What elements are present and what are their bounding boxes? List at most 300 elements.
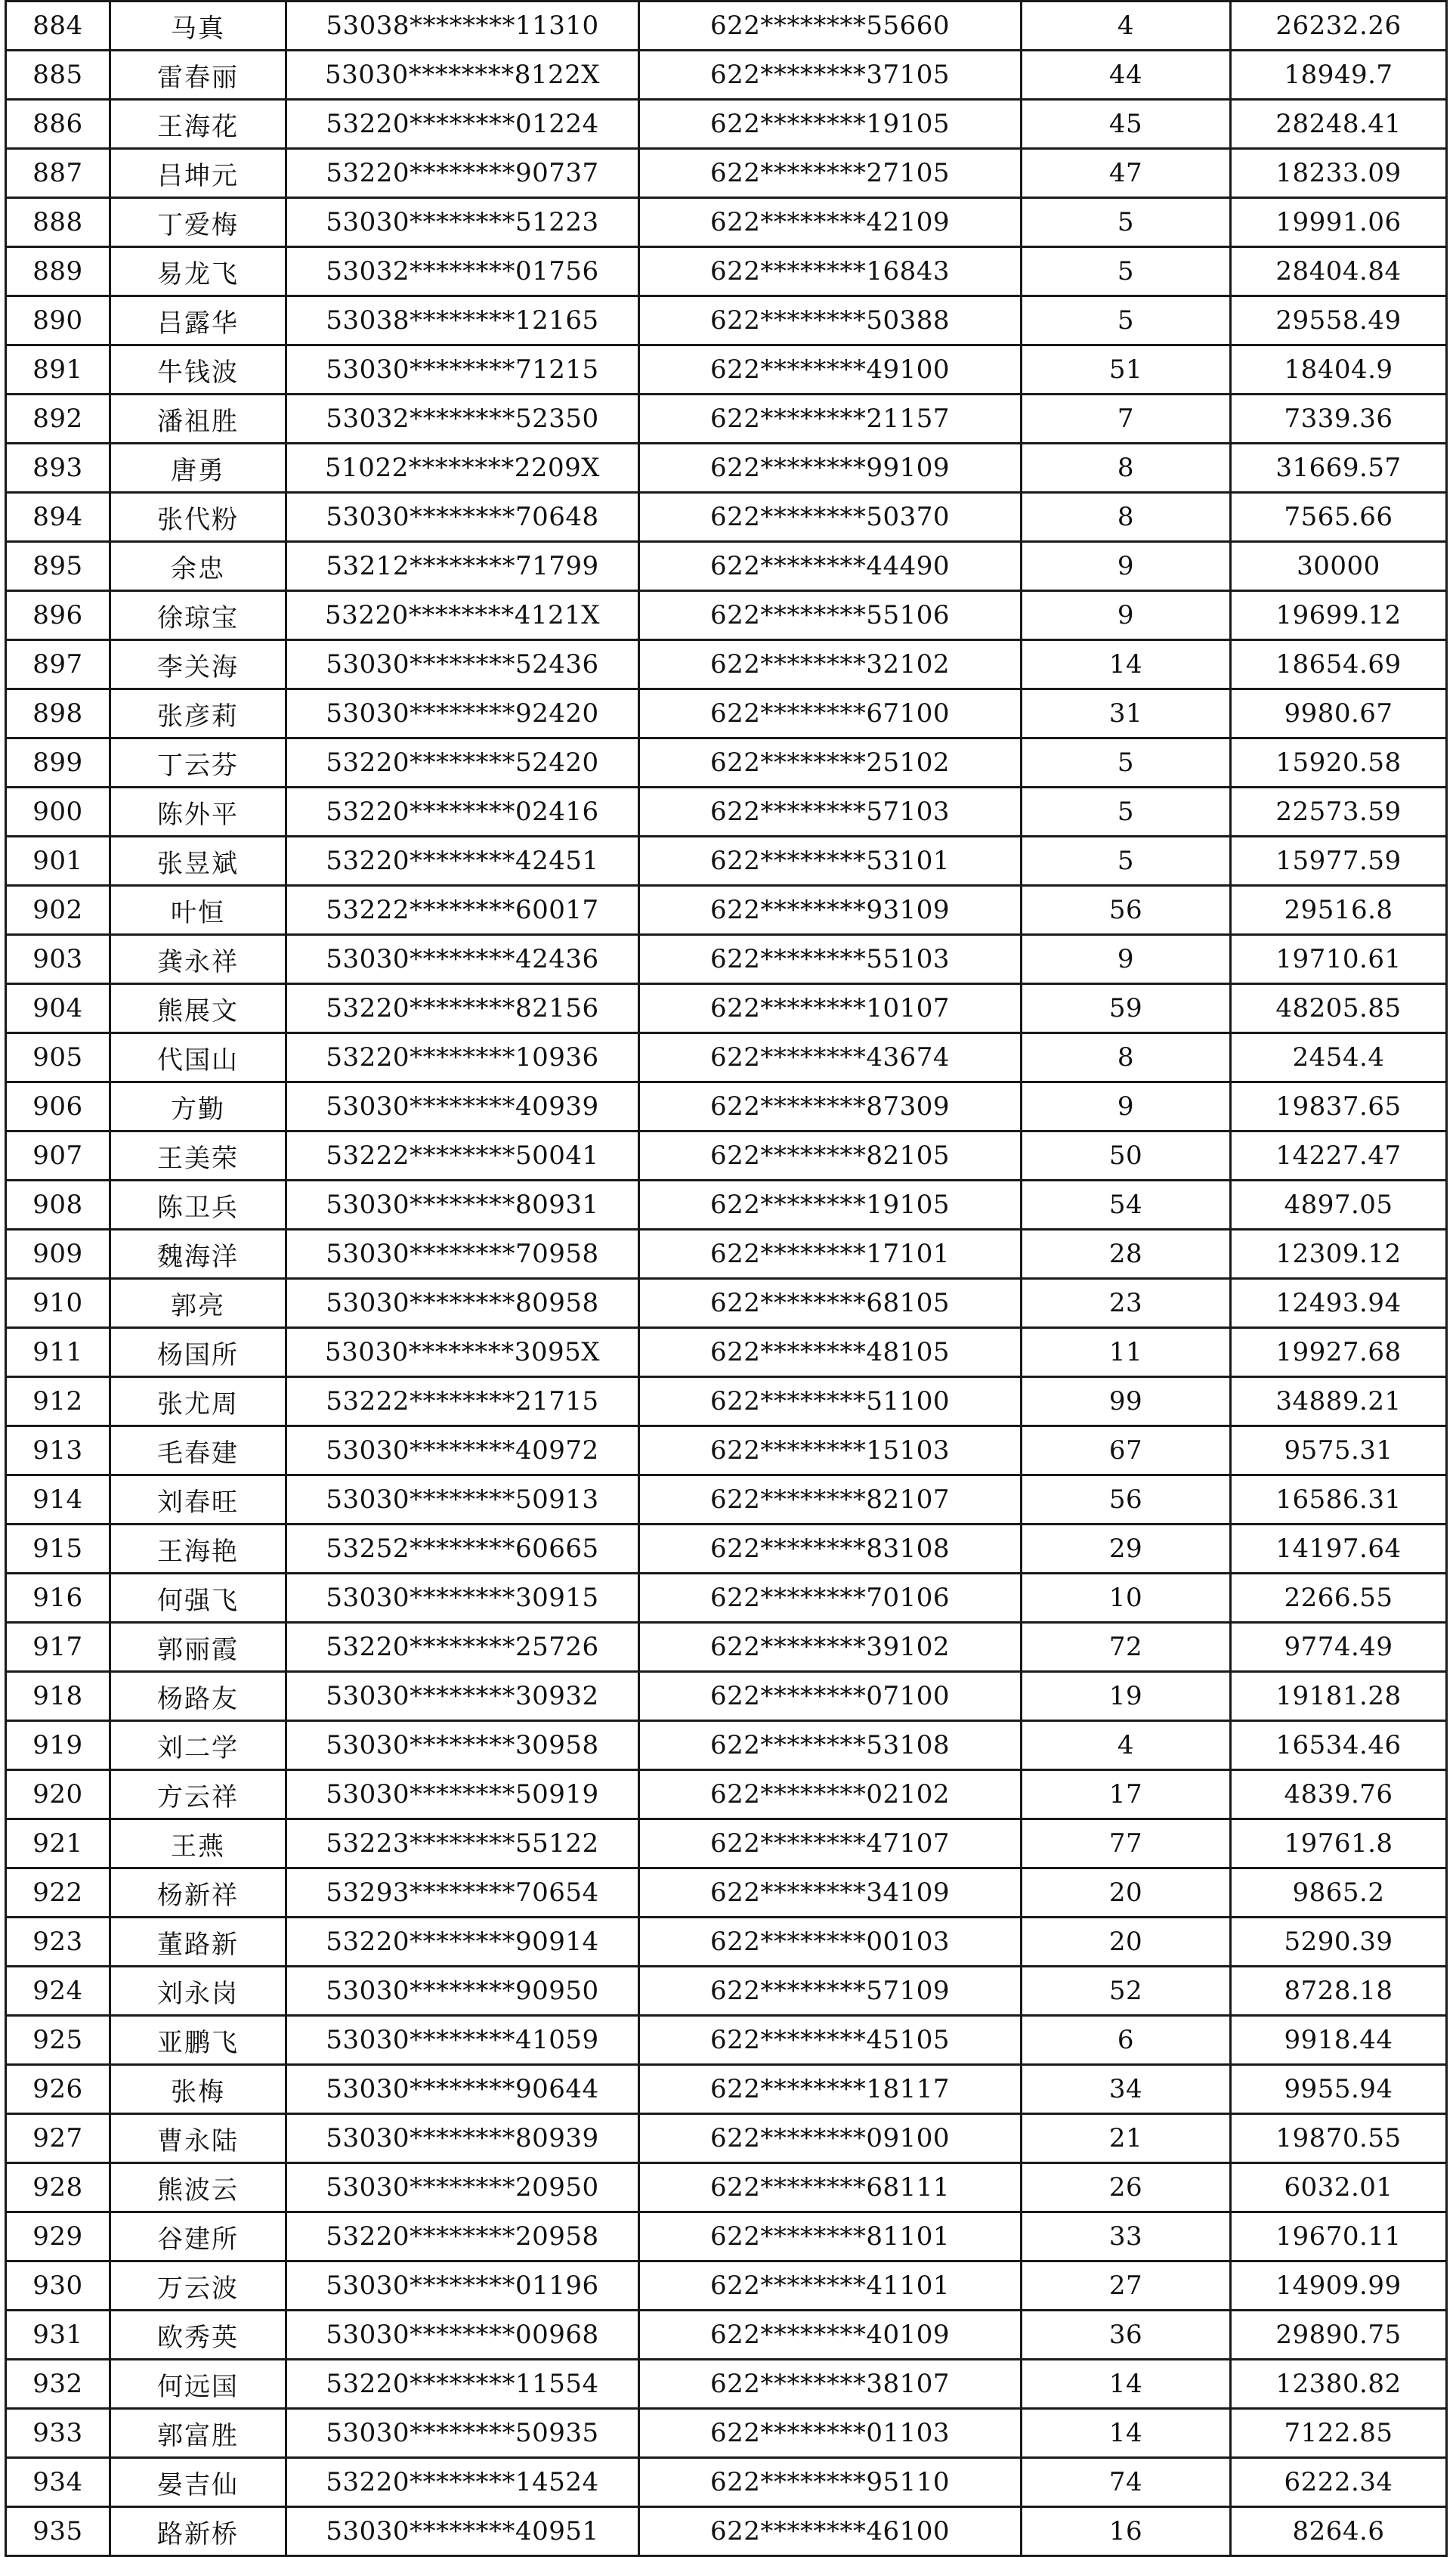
- row-number-cell: 929: [6, 2212, 110, 2261]
- count-cell: 77: [1022, 1819, 1231, 1868]
- amount-cell: 19927.68: [1231, 1328, 1447, 1377]
- account-number-cell: 622********17101: [639, 1230, 1022, 1279]
- row-number-cell: 912: [6, 1377, 110, 1426]
- name-cell: 张代粉: [110, 493, 286, 542]
- row-number-cell: 889: [6, 247, 110, 296]
- id-number-cell: 53030********01196: [286, 2261, 639, 2311]
- amount-cell: 48205.85: [1231, 984, 1447, 1033]
- id-number-cell: 53220********52420: [286, 738, 639, 788]
- amount-cell: 19837.65: [1231, 1082, 1447, 1131]
- row-number-cell: 926: [6, 2065, 110, 2114]
- row-number-cell: 898: [6, 689, 110, 738]
- count-cell: 11: [1022, 1328, 1231, 1377]
- table-row: [6, 345, 1447, 395]
- count-cell: 4: [1022, 2, 1231, 51]
- name-cell: 易龙飞: [110, 247, 286, 296]
- table-row: [6, 1672, 1447, 1721]
- table-row: [6, 1181, 1447, 1230]
- row-number-cell: 911: [6, 1328, 110, 1377]
- id-number-cell: 53030********00968: [286, 2311, 639, 2360]
- amount-cell: 9980.67: [1231, 689, 1447, 738]
- table-row: [6, 493, 1447, 542]
- table-row: [6, 542, 1447, 591]
- count-cell: 14: [1022, 2360, 1231, 2409]
- amount-cell: 29558.49: [1231, 296, 1447, 345]
- name-cell: 代国山: [110, 1033, 286, 1082]
- table-row: [6, 2360, 1447, 2409]
- account-number-cell: 622********49100: [639, 345, 1022, 395]
- amount-cell: 9865.2: [1231, 1868, 1447, 1918]
- amount-cell: 8264.6: [1231, 2507, 1447, 2556]
- amount-cell: 4839.76: [1231, 1770, 1447, 1819]
- id-number-cell: 53030********30932: [286, 1672, 639, 1721]
- row-number-cell: 892: [6, 395, 110, 444]
- name-cell: 方云祥: [110, 1770, 286, 1819]
- row-number-cell: 896: [6, 591, 110, 640]
- name-cell: 路新桥: [110, 2507, 286, 2556]
- count-cell: 56: [1022, 1475, 1231, 1525]
- name-cell: 杨国所: [110, 1328, 286, 1377]
- count-cell: 10: [1022, 1574, 1231, 1623]
- amount-cell: 18949.7: [1231, 51, 1447, 100]
- account-number-cell: 622********55106: [639, 591, 1022, 640]
- table-row: [6, 51, 1447, 100]
- id-number-cell: 53220********10936: [286, 1033, 639, 1082]
- table-row: [6, 689, 1447, 738]
- count-cell: 16: [1022, 2507, 1231, 2556]
- table-row: [6, 788, 1447, 837]
- row-number-cell: 917: [6, 1623, 110, 1672]
- id-number-cell: 53032********01756: [286, 247, 639, 296]
- amount-cell: 6222.34: [1231, 2458, 1447, 2507]
- name-cell: 郭丽霞: [110, 1623, 286, 1672]
- count-cell: 9: [1022, 542, 1231, 591]
- amount-cell: 14197.64: [1231, 1525, 1447, 1574]
- count-cell: 8: [1022, 493, 1231, 542]
- name-cell: 潘祖胜: [110, 395, 286, 444]
- name-cell: 何远国: [110, 2360, 286, 2409]
- amount-cell: 7565.66: [1231, 493, 1447, 542]
- row-number-cell: 928: [6, 2163, 110, 2212]
- count-cell: 26: [1022, 2163, 1231, 2212]
- table-row: [6, 2114, 1447, 2163]
- table-row: [6, 591, 1447, 640]
- account-number-cell: 622********87309: [639, 1082, 1022, 1131]
- name-cell: 张尤周: [110, 1377, 286, 1426]
- count-cell: 9: [1022, 935, 1231, 984]
- amount-cell: 31669.57: [1231, 444, 1447, 493]
- name-cell: 王海艳: [110, 1525, 286, 1574]
- count-cell: 5: [1022, 296, 1231, 345]
- account-number-cell: 622********21157: [639, 395, 1022, 444]
- count-cell: 5: [1022, 198, 1231, 247]
- id-number-cell: 53252********60665: [286, 1525, 639, 1574]
- name-cell: 熊波云: [110, 2163, 286, 2212]
- account-number-cell: 622********15103: [639, 1426, 1022, 1475]
- name-cell: 张梅: [110, 2065, 286, 2114]
- row-number-cell: 927: [6, 2114, 110, 2163]
- id-number-cell: 53220********01224: [286, 100, 639, 149]
- table-row: [6, 1770, 1447, 1819]
- row-number-cell: 897: [6, 640, 110, 689]
- name-cell: 王燕: [110, 1819, 286, 1868]
- row-number-cell: 886: [6, 100, 110, 149]
- account-number-cell: 622********19105: [639, 100, 1022, 149]
- amount-cell: 18654.69: [1231, 640, 1447, 689]
- account-number-cell: 622********07100: [639, 1672, 1022, 1721]
- table-row: [6, 296, 1447, 345]
- name-cell: 杨路友: [110, 1672, 286, 1721]
- row-number-cell: 900: [6, 788, 110, 837]
- name-cell: 张彦莉: [110, 689, 286, 738]
- amount-cell: 15920.58: [1231, 738, 1447, 788]
- id-number-cell: 53030********90644: [286, 2065, 639, 2114]
- account-number-cell: 622********32102: [639, 640, 1022, 689]
- amount-cell: 29516.8: [1231, 886, 1447, 935]
- table-row: [6, 1279, 1447, 1328]
- id-number-cell: 53220********4121X: [286, 591, 639, 640]
- row-number-cell: 906: [6, 1082, 110, 1131]
- row-number-cell: 919: [6, 1721, 110, 1770]
- table-row: [6, 395, 1447, 444]
- table-row: [6, 1525, 1447, 1574]
- amount-cell: 9955.94: [1231, 2065, 1447, 2114]
- name-cell: 魏海洋: [110, 1230, 286, 1279]
- count-cell: 36: [1022, 2311, 1231, 2360]
- account-number-cell: 622********53108: [639, 1721, 1022, 1770]
- amount-cell: 8728.18: [1231, 1967, 1447, 2016]
- table-row: [6, 198, 1447, 247]
- id-number-cell: 53030********30958: [286, 1721, 639, 1770]
- count-cell: 5: [1022, 837, 1231, 886]
- id-number-cell: 53030********90950: [286, 1967, 639, 2016]
- table-row: [6, 738, 1447, 788]
- name-cell: 陈外平: [110, 788, 286, 837]
- id-number-cell: 53220********11554: [286, 2360, 639, 2409]
- name-cell: 吕露华: [110, 296, 286, 345]
- row-number-cell: 888: [6, 198, 110, 247]
- row-number-cell: 905: [6, 1033, 110, 1082]
- id-number-cell: 53220********90914: [286, 1918, 639, 1967]
- count-cell: 20: [1022, 1868, 1231, 1918]
- name-cell: 何强飞: [110, 1574, 286, 1623]
- account-number-cell: 622********39102: [639, 1623, 1022, 1672]
- row-number-cell: 890: [6, 296, 110, 345]
- id-number-cell: 53030********42436: [286, 935, 639, 984]
- account-number-cell: 622********34109: [639, 1868, 1022, 1918]
- row-number-cell: 930: [6, 2261, 110, 2311]
- id-number-cell: 53030********30915: [286, 1574, 639, 1623]
- table-row: [6, 2, 1447, 51]
- id-number-cell: 53220********14524: [286, 2458, 639, 2507]
- account-number-cell: 622********82105: [639, 1131, 1022, 1181]
- amount-cell: 30000: [1231, 542, 1447, 591]
- id-number-cell: 53030********51223: [286, 198, 639, 247]
- name-cell: 王美荣: [110, 1131, 286, 1181]
- account-number-cell: 622********47107: [639, 1819, 1022, 1868]
- account-number-cell: 622********27105: [639, 149, 1022, 198]
- count-cell: 6: [1022, 2016, 1231, 2065]
- name-cell: 晏吉仙: [110, 2458, 286, 2507]
- amount-cell: 7339.36: [1231, 395, 1447, 444]
- account-number-cell: 622********10107: [639, 984, 1022, 1033]
- table-row: [6, 247, 1447, 296]
- count-cell: 28: [1022, 1230, 1231, 1279]
- table-row: [6, 149, 1447, 198]
- account-number-cell: 622********50388: [639, 296, 1022, 345]
- count-cell: 52: [1022, 1967, 1231, 2016]
- id-number-cell: 53220********90737: [286, 149, 639, 198]
- count-cell: 20: [1022, 1918, 1231, 1967]
- table-row: [6, 2507, 1447, 2556]
- row-number-cell: 901: [6, 837, 110, 886]
- row-number-cell: 933: [6, 2409, 110, 2458]
- table-row: [6, 1377, 1447, 1426]
- count-cell: 7: [1022, 395, 1231, 444]
- table-row: [6, 100, 1447, 149]
- count-cell: 72: [1022, 1623, 1231, 1672]
- account-number-cell: 622********81101: [639, 2212, 1022, 2261]
- amount-cell: 19699.12: [1231, 591, 1447, 640]
- data-table: [5, 0, 1448, 2557]
- name-cell: 马真: [110, 2, 286, 51]
- account-number-cell: 622********48105: [639, 1328, 1022, 1377]
- account-number-cell: 622********46100: [639, 2507, 1022, 2556]
- count-cell: 14: [1022, 2409, 1231, 2458]
- count-cell: 67: [1022, 1426, 1231, 1475]
- amount-cell: 29890.75: [1231, 2311, 1447, 2360]
- name-cell: 欧秀英: [110, 2311, 286, 2360]
- id-number-cell: 53030********3095X: [286, 1328, 639, 1377]
- account-number-cell: 622********70106: [639, 1574, 1022, 1623]
- count-cell: 27: [1022, 2261, 1231, 2311]
- count-cell: 54: [1022, 1181, 1231, 1230]
- row-number-cell: 887: [6, 149, 110, 198]
- count-cell: 47: [1022, 149, 1231, 198]
- row-number-cell: 907: [6, 1131, 110, 1181]
- amount-cell: 5290.39: [1231, 1918, 1447, 1967]
- name-cell: 谷建所: [110, 2212, 286, 2261]
- id-number-cell: 53223********55122: [286, 1819, 639, 1868]
- row-number-cell: 918: [6, 1672, 110, 1721]
- id-number-cell: 53222********50041: [286, 1131, 639, 1181]
- count-cell: 33: [1022, 2212, 1231, 2261]
- table-row: [6, 2261, 1447, 2311]
- count-cell: 8: [1022, 444, 1231, 493]
- amount-cell: 22573.59: [1231, 788, 1447, 837]
- account-number-cell: 622********50370: [639, 493, 1022, 542]
- account-number-cell: 622********00103: [639, 1918, 1022, 1967]
- account-number-cell: 622********16843: [639, 247, 1022, 296]
- table-row: [6, 1033, 1447, 1082]
- id-number-cell: 53220********25726: [286, 1623, 639, 1672]
- count-cell: 59: [1022, 984, 1231, 1033]
- name-cell: 陈卫兵: [110, 1181, 286, 1230]
- count-cell: 4: [1022, 1721, 1231, 1770]
- id-number-cell: 53222********21715: [286, 1377, 639, 1426]
- account-number-cell: 622********68105: [639, 1279, 1022, 1328]
- name-cell: 龚永祥: [110, 935, 286, 984]
- name-cell: 王海花: [110, 100, 286, 149]
- amount-cell: 12493.94: [1231, 1279, 1447, 1328]
- table-row: [6, 2212, 1447, 2261]
- name-cell: 李关海: [110, 640, 286, 689]
- id-number-cell: 53222********60017: [286, 886, 639, 935]
- amount-cell: 9918.44: [1231, 2016, 1447, 2065]
- row-number-cell: 909: [6, 1230, 110, 1279]
- account-number-cell: 622********68111: [639, 2163, 1022, 2212]
- name-cell: 毛春建: [110, 1426, 286, 1475]
- amount-cell: 9774.49: [1231, 1623, 1447, 1672]
- id-number-cell: 53030********40939: [286, 1082, 639, 1131]
- table-row: [6, 1967, 1447, 2016]
- count-cell: 51: [1022, 345, 1231, 395]
- amount-cell: 9575.31: [1231, 1426, 1447, 1475]
- account-number-cell: 622********93109: [639, 886, 1022, 935]
- row-number-cell: 902: [6, 886, 110, 935]
- account-number-cell: 622********57103: [639, 788, 1022, 837]
- count-cell: 45: [1022, 100, 1231, 149]
- name-cell: 刘春旺: [110, 1475, 286, 1525]
- table-row: [6, 1721, 1447, 1770]
- id-number-cell: 53032********52350: [286, 395, 639, 444]
- account-number-cell: 622********45105: [639, 2016, 1022, 2065]
- amount-cell: 14227.47: [1231, 1131, 1447, 1181]
- amount-cell: 34889.21: [1231, 1377, 1447, 1426]
- count-cell: 5: [1022, 738, 1231, 788]
- row-number-cell: 894: [6, 493, 110, 542]
- account-number-cell: 622********67100: [639, 689, 1022, 738]
- table-row: [6, 2016, 1447, 2065]
- row-number-cell: 885: [6, 51, 110, 100]
- name-cell: 刘永岗: [110, 1967, 286, 2016]
- amount-cell: 19991.06: [1231, 198, 1447, 247]
- table-row: [6, 1082, 1447, 1131]
- id-number-cell: 53030********20950: [286, 2163, 639, 2212]
- table-row: [6, 1574, 1447, 1623]
- count-cell: 8: [1022, 1033, 1231, 1082]
- count-cell: 31: [1022, 689, 1231, 738]
- amount-cell: 2266.55: [1231, 1574, 1447, 1623]
- name-cell: 曹永陆: [110, 2114, 286, 2163]
- count-cell: 9: [1022, 1082, 1231, 1131]
- id-number-cell: 53030********92420: [286, 689, 639, 738]
- count-cell: 9: [1022, 591, 1231, 640]
- row-number-cell: 920: [6, 1770, 110, 1819]
- account-number-cell: 622********53101: [639, 837, 1022, 886]
- table-row: [6, 2409, 1447, 2458]
- account-number-cell: 622********42109: [639, 198, 1022, 247]
- account-number-cell: 622********01103: [639, 2409, 1022, 2458]
- account-number-cell: 622********19105: [639, 1181, 1022, 1230]
- count-cell: 14: [1022, 640, 1231, 689]
- id-number-cell: 53030********80958: [286, 1279, 639, 1328]
- row-number-cell: 899: [6, 738, 110, 788]
- table-row: [6, 886, 1447, 935]
- account-number-cell: 622********99109: [639, 444, 1022, 493]
- id-number-cell: 53220********82156: [286, 984, 639, 1033]
- name-cell: 郭亮: [110, 1279, 286, 1328]
- table-row: [6, 1426, 1447, 1475]
- id-number-cell: 53038********12165: [286, 296, 639, 345]
- row-number-cell: 903: [6, 935, 110, 984]
- amount-cell: 7122.85: [1231, 2409, 1447, 2458]
- count-cell: 99: [1022, 1377, 1231, 1426]
- count-cell: 17: [1022, 1770, 1231, 1819]
- row-number-cell: 922: [6, 1868, 110, 1918]
- name-cell: 雷春丽: [110, 51, 286, 100]
- table-row: [6, 1328, 1447, 1377]
- name-cell: 刘二学: [110, 1721, 286, 1770]
- name-cell: 张昱斌: [110, 837, 286, 886]
- name-cell: 熊展文: [110, 984, 286, 1033]
- id-number-cell: 53212********71799: [286, 542, 639, 591]
- amount-cell: 19710.61: [1231, 935, 1447, 984]
- table-row: [6, 444, 1447, 493]
- account-number-cell: 622********41101: [639, 2261, 1022, 2311]
- table-row: [6, 2458, 1447, 2507]
- count-cell: 50: [1022, 1131, 1231, 1181]
- name-cell: 丁爱梅: [110, 198, 286, 247]
- account-number-cell: 622********38107: [639, 2360, 1022, 2409]
- name-cell: 丁云芬: [110, 738, 286, 788]
- name-cell: 万云波: [110, 2261, 286, 2311]
- account-number-cell: 622********83108: [639, 1525, 1022, 1574]
- amount-cell: 19870.55: [1231, 2114, 1447, 2163]
- row-number-cell: 893: [6, 444, 110, 493]
- id-number-cell: 53030********80931: [286, 1181, 639, 1230]
- id-number-cell: 53030********40972: [286, 1426, 639, 1475]
- account-number-cell: 622********43674: [639, 1033, 1022, 1082]
- account-number-cell: 622********18117: [639, 2065, 1022, 2114]
- row-number-cell: 924: [6, 1967, 110, 2016]
- table-body: [6, 2, 1447, 2556]
- id-number-cell: 53030********52436: [286, 640, 639, 689]
- row-number-cell: 935: [6, 2507, 110, 2556]
- amount-cell: 14909.99: [1231, 2261, 1447, 2311]
- account-number-cell: 622********09100: [639, 2114, 1022, 2163]
- amount-cell: 18233.09: [1231, 149, 1447, 198]
- row-number-cell: 932: [6, 2360, 110, 2409]
- count-cell: 23: [1022, 1279, 1231, 1328]
- row-number-cell: 910: [6, 1279, 110, 1328]
- row-number-cell: 895: [6, 542, 110, 591]
- table-row: [6, 1475, 1447, 1525]
- row-number-cell: 921: [6, 1819, 110, 1868]
- amount-cell: 19670.11: [1231, 2212, 1447, 2261]
- amount-cell: 19761.8: [1231, 1819, 1447, 1868]
- id-number-cell: 53030********41059: [286, 2016, 639, 2065]
- table-row: [6, 2311, 1447, 2360]
- account-number-cell: 622********37105: [639, 51, 1022, 100]
- id-number-cell: 53220********02416: [286, 788, 639, 837]
- count-cell: 56: [1022, 886, 1231, 935]
- name-cell: 牛钱波: [110, 345, 286, 395]
- table-row: [6, 984, 1447, 1033]
- amount-cell: 26232.26: [1231, 2, 1447, 51]
- table-row: [6, 837, 1447, 886]
- name-cell: 吕坤元: [110, 149, 286, 198]
- name-cell: 杨新祥: [110, 1868, 286, 1918]
- account-number-cell: 622********44490: [639, 542, 1022, 591]
- row-number-cell: 884: [6, 2, 110, 51]
- id-number-cell: 53293********70654: [286, 1868, 639, 1918]
- table-row: [6, 1230, 1447, 1279]
- name-cell: 方勤: [110, 1082, 286, 1131]
- account-number-cell: 622********25102: [639, 738, 1022, 788]
- table-row: [6, 1819, 1447, 1868]
- account-number-cell: 622********82107: [639, 1475, 1022, 1525]
